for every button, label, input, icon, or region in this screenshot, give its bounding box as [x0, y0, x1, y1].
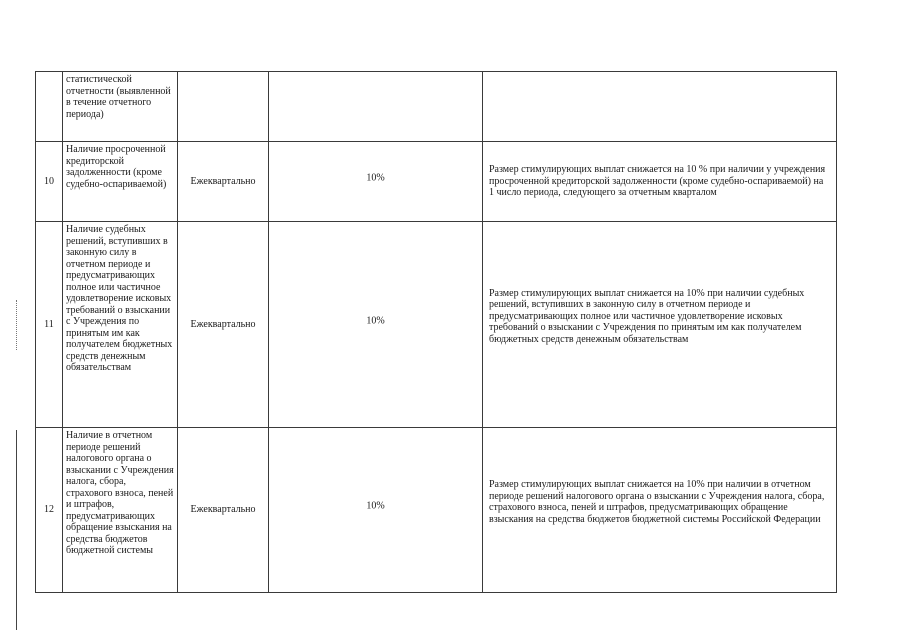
- description-cell: [483, 428, 837, 593]
- scan-edge-mark: [16, 430, 17, 630]
- amount-value: 10%: [366, 172, 385, 184]
- description-text: Размер стимулирующих выплат снижается на 10% при наличии в отчетном периоде решений налогового органа о взыскании с Учреждения налога, сбора, страхового взноса, пеней и штрафов, предусматривающих обращение взыскания на средства бюджетов бюджетной системы Российской Федерации: [489, 479, 825, 525]
- criteria-table: [35, 71, 837, 593]
- description-cell: [483, 222, 837, 428]
- amount-cell: [269, 428, 483, 593]
- table-row: [36, 428, 837, 593]
- indicator-cell: Наличие в отчетном периоде решений налогового органа о взыскании с Учреждения налога, сбора, страхового взноса, пеней и штрафов, предусматривающих обращение взыскания на средства бюджетов бюджетной системы: [63, 428, 178, 593]
- indicator-cell: Наличие просроченной кредиторской задолженности (кроме судебно-оспариваемой): [63, 142, 178, 222]
- table-row: [36, 142, 837, 222]
- description-cell: [483, 72, 837, 142]
- row-number: 10: [36, 142, 63, 222]
- amount-cell: [269, 222, 483, 428]
- amount-value: 10%: [366, 500, 385, 512]
- description-cell: [483, 142, 837, 222]
- table-row: [36, 72, 837, 142]
- description-text: Размер стимулирующих выплат снижается на 10% при наличии судебных решений, вступивших в законную силу в отчетном периоде и предусматривающих полное или частичное удовлетворение исковых требований о взыскании с Учреждения по принятым им как получателем бюджетных средств денежным обязательствам: [489, 287, 805, 345]
- period-cell: Ежеквартально: [178, 222, 269, 428]
- period-cell: Ежеквартально: [178, 428, 269, 593]
- description-text: Размер стимулирующих выплат снижается на 10 % при наличии у учреждения просроченной кредиторской задолженности (кроме судебно-оспариваемой) на 1 число периода, следующего за отчетным кварталом: [489, 164, 826, 199]
- amount-cell: [269, 142, 483, 222]
- period-cell: Ежеквартально: [178, 142, 269, 222]
- amount-value: 10%: [366, 315, 385, 327]
- row-number: 11: [36, 222, 63, 428]
- scan-edge-mark: [16, 300, 17, 350]
- amount-cell: [269, 72, 483, 142]
- table-row: [36, 222, 837, 428]
- indicator-cell: Наличие судебных решений, вступивших в законную силу в отчетном периоде и предусматривающих полное или частичное удовлетворение исковых требований о взыскании с Учреждения по принятым им как получателем бюджетных средств денежным обязательствам: [63, 222, 178, 428]
- row-number: 12: [36, 428, 63, 593]
- row-number: [36, 72, 63, 142]
- period-cell: [178, 72, 269, 142]
- indicator-cell: статистической отчетности (выявленной в течение отчетного периода): [63, 72, 178, 142]
